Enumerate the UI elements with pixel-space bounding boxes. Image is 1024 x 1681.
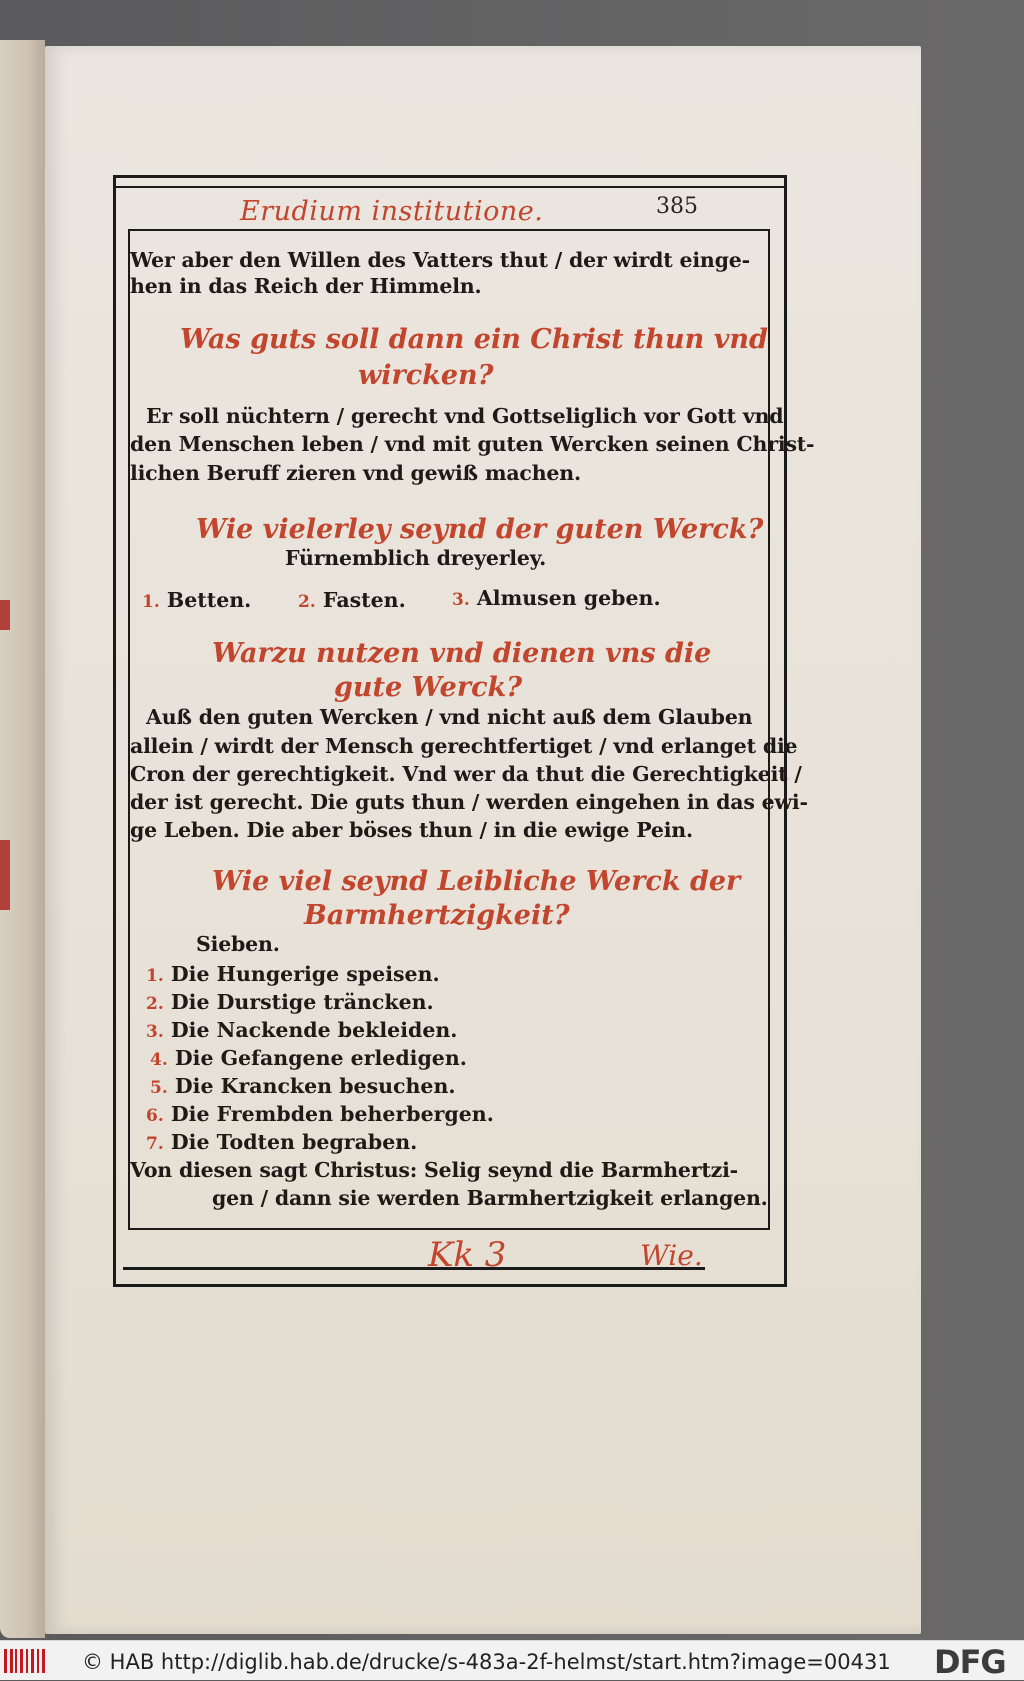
list-number: 3. [146, 1022, 164, 1042]
text-line: Fürnemblich dreyerley. [285, 546, 547, 570]
running-title: Erudium institutione. [240, 196, 544, 227]
list-text: Fasten. [322, 588, 406, 612]
text-line: Er soll nüchtern / gerecht vnd Gottseliglich vor Gott vnd [146, 404, 784, 428]
list-text: Almusen geben. [476, 586, 661, 610]
question-heading: Wie vielerley seynd der guten Werck? [196, 514, 764, 545]
list-item [146, 1020, 457, 1041]
list-text: Die Gefangene erledigen. [174, 1046, 467, 1070]
list-number: 5. [150, 1078, 168, 1098]
list-number: 6. [146, 1106, 164, 1126]
list-item [452, 588, 661, 609]
question-heading: wircken? [358, 360, 494, 391]
page-number: 385 [656, 194, 698, 219]
list-text: Die Nackende bekleiden. [170, 1018, 458, 1042]
list-item [146, 1132, 417, 1153]
list-number: 3. [452, 590, 470, 610]
list-item [146, 964, 440, 985]
text-line: Sieben. [196, 932, 280, 956]
question-heading: Was guts soll dann ein Christ thun vnd [180, 324, 768, 355]
hab-barcode-logo-icon [4, 1649, 46, 1673]
previous-page-edge [0, 40, 45, 1638]
header-rule [113, 186, 787, 188]
viewer-footer [0, 1640, 1024, 1680]
list-text: Die Hungerige speisen. [170, 962, 440, 986]
list-text: Betten. [166, 588, 252, 612]
previous-page-red-mark [0, 840, 10, 910]
previous-page-red-mark [0, 600, 10, 630]
list-text: Die Krancken besuchen. [174, 1074, 456, 1098]
text-line: Auß den guten Wercken / vnd nicht auß dem Glauben [146, 705, 753, 729]
text-line: ge Leben. Die aber böses thun / in die ewige Pein. [130, 818, 693, 842]
list-number: 1. [146, 966, 164, 986]
list-number: 2. [298, 592, 316, 612]
list-number: 2. [146, 994, 164, 1014]
list-number: 7. [146, 1134, 164, 1154]
text-line: gen / dann sie werden Barmhertzigkeit erlangen. [212, 1186, 768, 1210]
list-text: Die Frembden beherbergen. [170, 1102, 494, 1126]
signature-mark: Kk 3 [428, 1235, 507, 1275]
list-item [146, 992, 434, 1013]
list-text: Die Todten begraben. [170, 1130, 418, 1154]
list-item [298, 590, 406, 611]
text-line: Wer aber den Willen des Vatters thut / der wirdt einge- [130, 248, 750, 272]
text-line: hen in das Reich der Himmeln. [130, 274, 482, 298]
text-line: Von diesen sagt Christus: Selig seynd die Barmhertzi- [130, 1158, 738, 1182]
list-item [150, 1048, 467, 1069]
text-line: den Menschen leben / vnd mit guten Wercken seinen Christ- [130, 432, 815, 456]
text-line: allein / wirdt der Mensch gerechtfertiget / vnd erlanget die [130, 734, 798, 758]
text-line: Cron der gerechtigkeit. Vnd wer da thut die Gerechtigkeit / [130, 762, 802, 786]
catchword: Wie. [640, 1239, 703, 1272]
dfg-logo: DFG [934, 1643, 1006, 1681]
footer-rule [123, 1267, 705, 1270]
list-number: 4. [150, 1050, 168, 1070]
text-line: lichen Beruff zieren vnd gewiß machen. [130, 461, 581, 485]
question-heading: Barmhertzigkeit? [304, 900, 570, 931]
text-line: der ist gerecht. Die guts thun / werden eingehen in das ewi- [130, 790, 808, 814]
list-item [146, 1104, 494, 1125]
list-item [150, 1076, 456, 1097]
list-item [142, 590, 251, 611]
copyright-url[interactable]: © HAB http://diglib.hab.de/drucke/s-483a-2f-helmst/start.htm?image=00431 [82, 1650, 891, 1674]
list-number: 1. [142, 592, 160, 612]
question-heading: Wie viel seynd Leibliche Werck der [212, 866, 741, 897]
list-text: Die Durstige träncken. [170, 990, 434, 1014]
question-heading: gute Werck? [334, 672, 523, 703]
question-heading: Warzu nutzen vnd dienen vns die [212, 638, 712, 669]
